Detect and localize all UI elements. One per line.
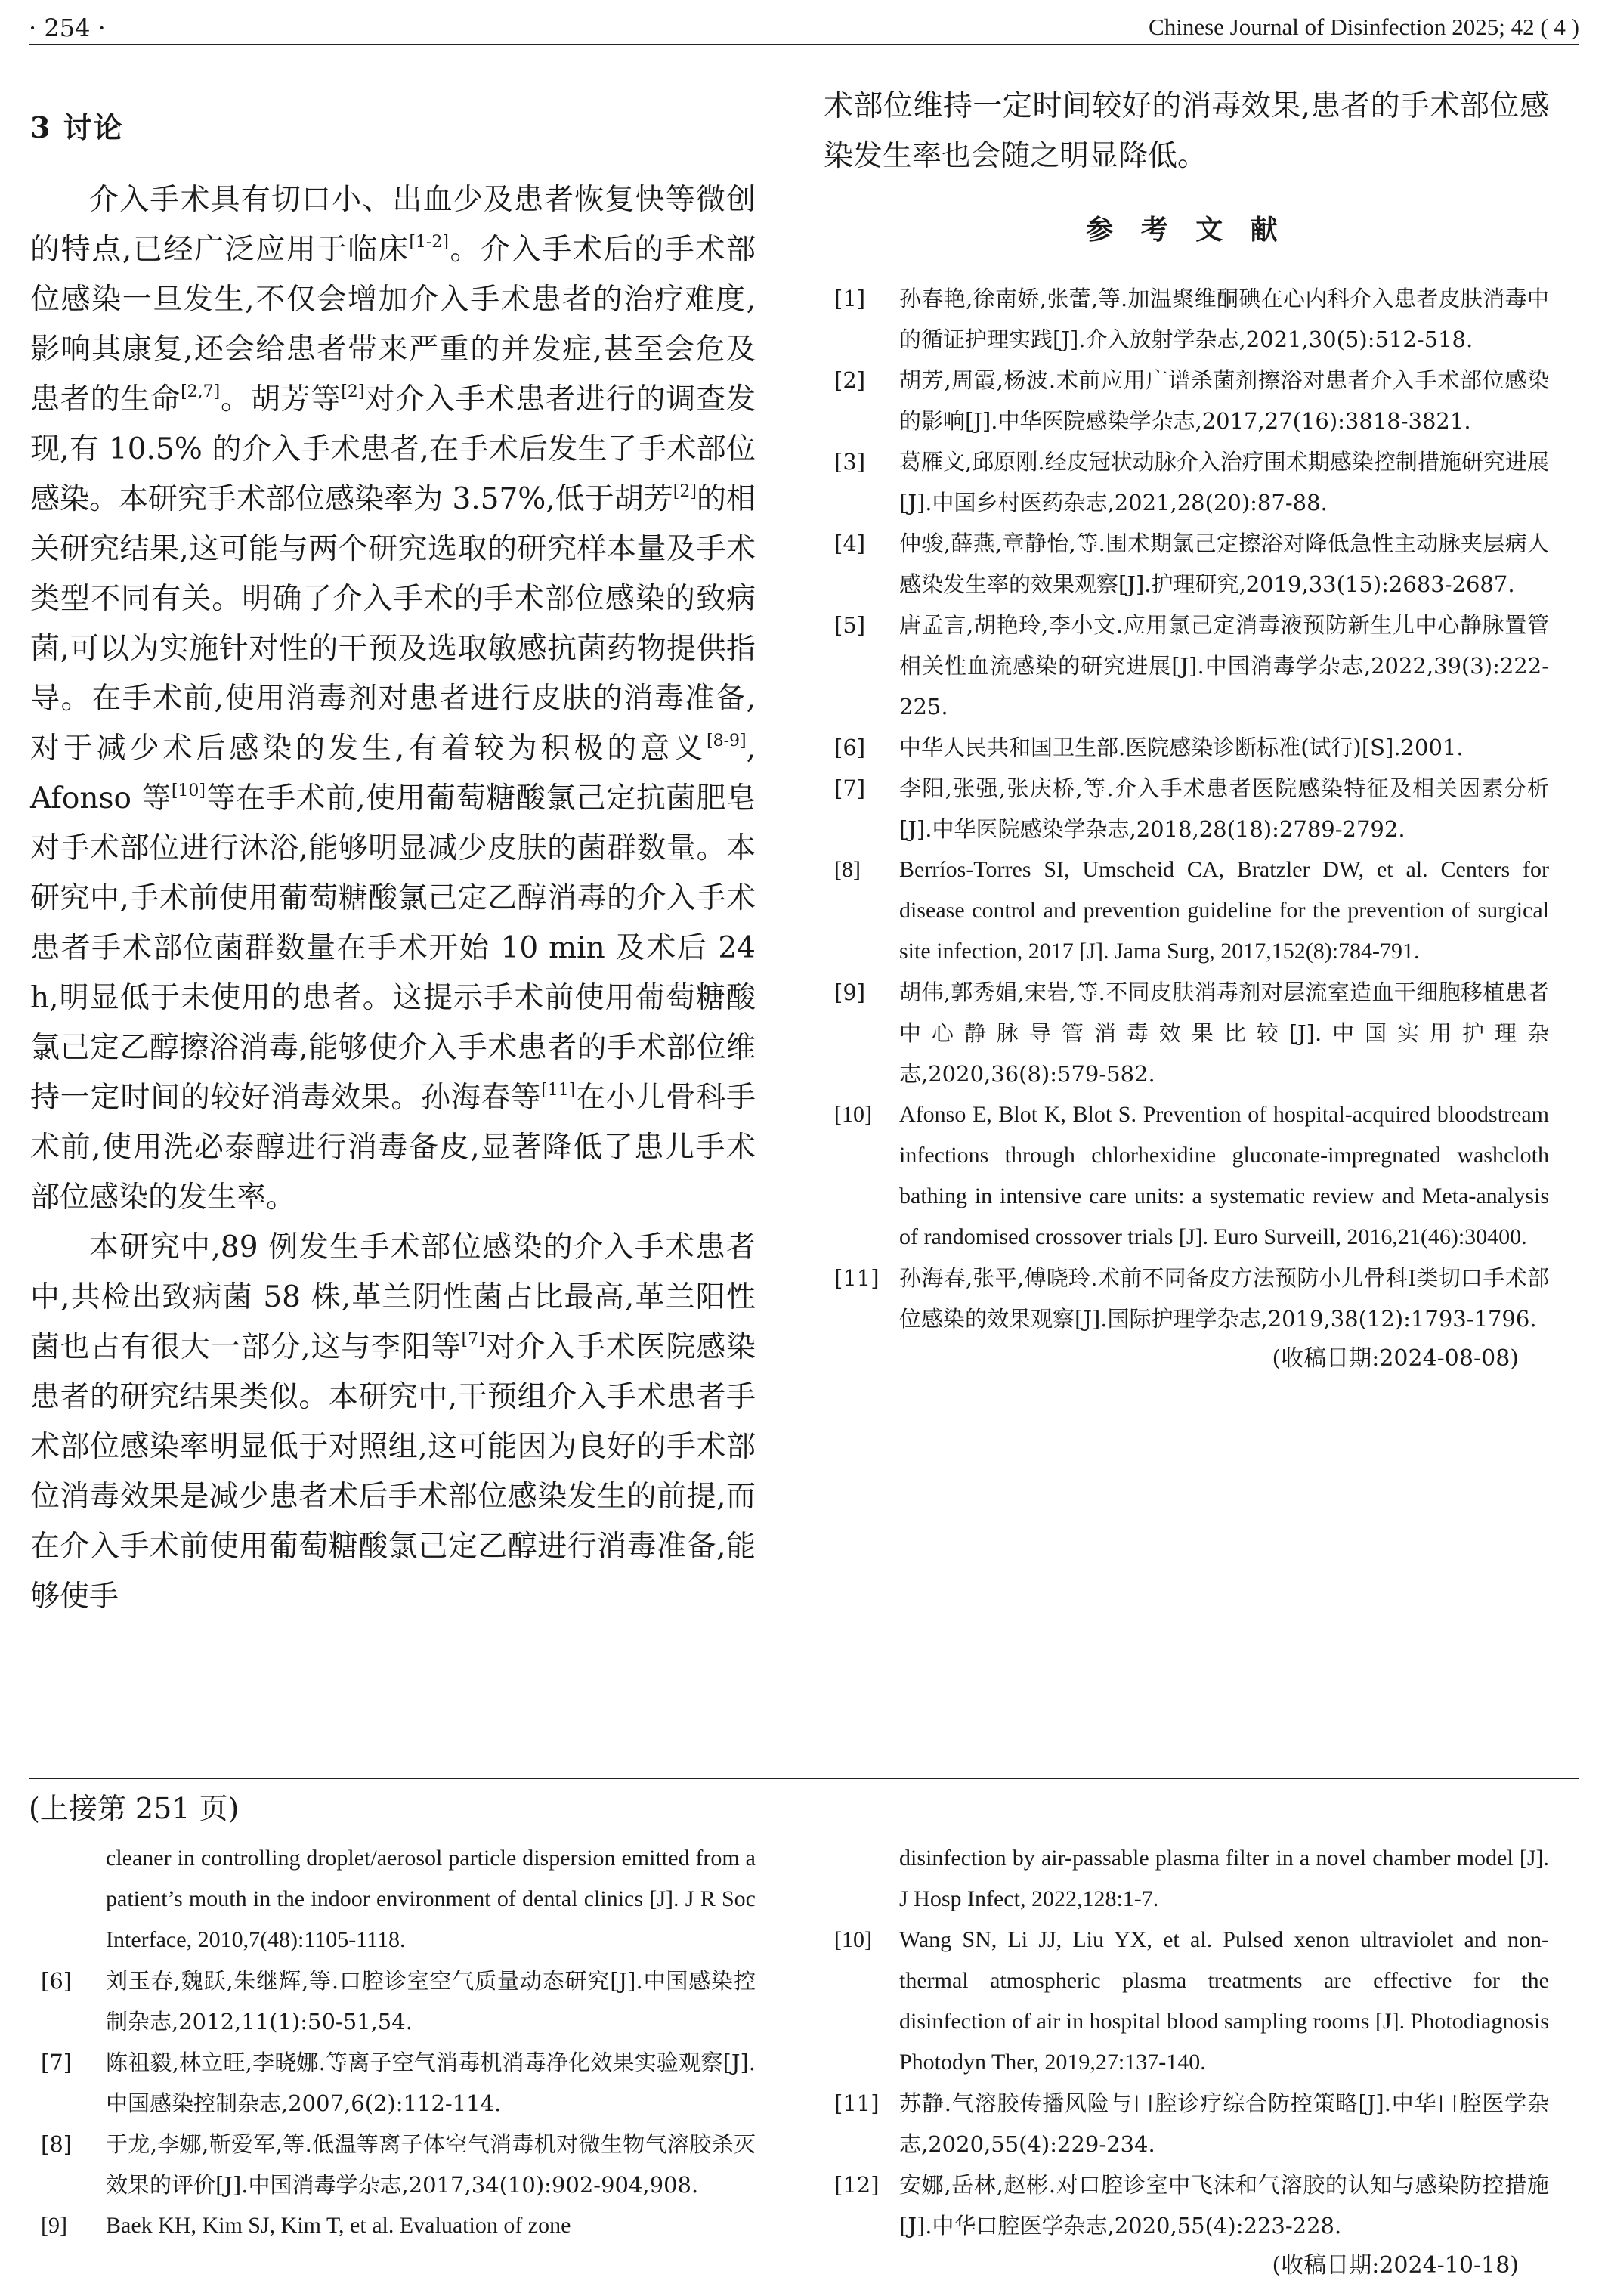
citation-marker: [2,7] <box>181 382 221 401</box>
paragraph-text: 的相关研究结果,这可能与两个研究选取的研究样本量及手术类型不同有关。明确了介入手术的手术部位感染的致病菌,可以为实施针对性的干预及选取敏感抗菌药物提供指导。在手术前,使用消毒剂对患者进行皮肤的消毒准备,对于减少术后感染的发生,有着较为积极的意义 <box>30 482 756 766</box>
reference-item <box>824 360 1549 441</box>
paragraph-text: 介入手术具有切口小、出血少及患者恢复快等微创的特点,已经广泛应用于临床 <box>30 183 756 267</box>
reference-number: [11] <box>834 1265 880 1291</box>
reference-number: [6] <box>834 735 866 760</box>
reference-number: [12] <box>834 2172 880 2198</box>
running-header <box>29 9 1579 45</box>
references-list <box>824 278 1549 1372</box>
reference-text: Wang SN, Li JJ, Liu YX, et al. Pulsed xenon ultraviolet and non-thermal atmospheric plasma treatments are effective for the disinfection of air in hospital blood sampling rooms [J]. Photodiagnosis Photodyn Ther, 2019,27:137-140. <box>899 1927 1549 2075</box>
received-date: (收稿日期:2024-10-18) <box>1272 2252 1519 2279</box>
discussion-continuation: 术部位维持一定时间较好的消毒效果,患者的手术部位感染发生率也会随之明显降低。 <box>824 89 1549 173</box>
citation-marker: [8-9] <box>707 732 747 750</box>
reference-text: Baek KH, Kim SJ, Kim T, et al. Evaluation of zone <box>106 2213 571 2238</box>
left-body <box>30 175 756 1622</box>
reference-item <box>824 605 1549 727</box>
paragraph-text: 本研究中,89 例发生手术部位感染的介入手术患者中,共检出致病菌 58 株,革兰阴性菌占比最高,革兰阳性菌也占有很大一部分,这与李阳等 <box>30 1230 756 1364</box>
reference-number: [9] <box>41 2213 67 2238</box>
reference-text: 唐孟言,胡艳玲,李小文.应用氯己定消毒液预防新生儿中心静脉置管相关性血流感染的研究进展[J].中国消毒学杂志,2022,39(3):222-225. <box>899 612 1549 719</box>
section-heading: 3 讨论 <box>30 110 124 144</box>
reference-item <box>824 727 1549 768</box>
paragraph-text: 在小儿骨科手术前,使用洗必泰醇进行消毒备皮,显著降低了患儿手术部位感染的发生率。 <box>30 1081 756 1215</box>
reference-item <box>824 1258 1549 1339</box>
citation-marker: [7] <box>461 1330 485 1349</box>
reference-number: [4] <box>834 531 866 556</box>
citation-marker: [2] <box>673 482 697 501</box>
left-column <box>30 104 756 146</box>
reference-item <box>824 849 1549 972</box>
references-section <box>824 209 1549 247</box>
discussion-paragraph-1 <box>30 175 756 1223</box>
reference-text: 中华人民共和国卫生部.医院感染诊断标准(试行)[S].2001. <box>899 735 1464 760</box>
reference-item <box>824 972 1549 1094</box>
paragraph-text: 对介入手术患者进行的调查发现,有 10.5% 的介入手术患者,在手术后发生了手术部位感染。本研究手术部位感染率为 3.57%,低于胡芳 <box>30 382 756 516</box>
reference-text: 仲骏,薛燕,章静怡,等.围术期氯己定擦浴对降低急性主动脉夹层病人感染发生率的效果观察[J].护理研究,2019,33(15):2683-2687. <box>899 531 1549 597</box>
reference-text: 安娜,岳林,赵彬.对口腔诊室中飞沫和气溶胶的认知与感染防控措施[J].中华口腔医学杂志,2020,55(4):223-228. <box>899 2172 1549 2239</box>
reference-number: [9] <box>834 979 866 1005</box>
reference-text: Afonso E, Blot K, Blot S. Prevention of hospital-acquired bloodstream infections through chlorhexidine gluconate-impregnated washcloth bathing in intensive care units: a systematic review and Meta-analysis of randomised crossover trials [J]. Euro Surveill, 2016,21(46):30400. <box>899 1102 1549 1249</box>
reference-text: cleaner in controlling droplet/aerosol particle dispersion emitted from a patient’s mouth in the indoor environment of dental clinics [J]. J R Soc Interface, 2010,7(48):1105-1118. <box>106 1846 756 1952</box>
reference-item <box>824 278 1549 360</box>
reference-text: 苏静.气溶胶传播风险与口腔诊疗综合防控策略[J].中华口腔医学杂志,2020,55(4):229-234. <box>899 2090 1549 2157</box>
reference-text: 陈祖毅,林立旺,李晓娜.等离子空气消毒机消毒净化效果实验观察[J].中国感染控制杂志,2007,6(2):112-114. <box>106 2050 756 2116</box>
reference-number: [10] <box>834 1927 872 1952</box>
reference-number: [7] <box>41 2050 73 2075</box>
reference-text: 刘玉春,魏跃,朱继辉,等.口腔诊室空气质量动态研究[J].中国感染控制杂志,2012,11(1):50-51,54. <box>106 1968 756 2035</box>
reference-text: 孙春艳,徐南娇,张蕾,等.加温聚维酮碘在心内科介入患者皮肤消毒中的循证护理实践[J].介入放射学杂志,2021,30(5):512-518. <box>899 286 1549 352</box>
reference-item <box>30 2042 756 2124</box>
reference-item <box>824 768 1549 849</box>
references-heading: 参 考 文 献 <box>1086 214 1287 246</box>
reference-text: disinfection by air-passable plasma filter in a novel chamber model [J]. J Hosp Infect, 2022,128:1-7. <box>899 1846 1549 1911</box>
citation-marker: [1-2] <box>409 233 449 252</box>
reference-text: 孙海春,张平,傅晓玲.术前不同备皮方法预防小儿骨科Ⅰ类切口手术部位感染的效果观察[J].国际护理学杂志,2019,38(12):1793-1796. <box>899 1265 1549 1332</box>
reference-number: [8] <box>41 2131 73 2157</box>
reference-number: [3] <box>834 449 866 475</box>
paragraph-text: 。介入手术后的手术部位感染一旦发生,不仅会增加介入手术患者的治疗难度,影响其康复,还会给患者带来严重的并发症,甚至会危及患者的生命 <box>30 233 756 416</box>
right-column <box>824 82 1549 181</box>
reference-text: 胡芳,周霞,杨波.术前应用广谱杀菌剂擦浴对患者介入手术部位感染的影响[J].中华医院感染学杂志,2017,27(16):3818-3821. <box>899 367 1549 434</box>
paragraph-text: 。胡芳等 <box>220 382 342 416</box>
reference-item <box>824 523 1549 605</box>
reference-number: [7] <box>834 775 866 801</box>
paragraph-text: 等在手术前,使用葡萄糖酸氯己定抗菌肥皂对手术部位进行沐浴,能够明显减少皮肤的菌群数量。本研究中,手术前使用葡萄糖酸氯己定乙醇消毒的介入手术患者手术部位菌群数量在手术开始 10 min 及术后 24 h,明显低于未使用的患者。这提示手术前使用葡萄糖酸氯己定乙醇擦浴消毒,能够使介入手术患者的手术部位维持一定时间的较好消毒效果。孙海春等 <box>30 781 756 1115</box>
reference-item <box>824 2164 1549 2246</box>
continued-from-note: (上接第 251 页) <box>29 1792 240 1825</box>
citation-marker: [11] <box>541 1081 576 1100</box>
reference-number: [5] <box>834 612 866 638</box>
citation-marker: [2] <box>341 382 365 401</box>
reference-number: [1] <box>834 286 866 311</box>
discussion-paragraph-2 <box>30 1223 756 1622</box>
bottom-right-references <box>824 1838 1549 2279</box>
reference-text: Berríos-Torres SI, Umscheid CA, Bratzler DW, et al. Centers for disease control and prevention guideline for the prevention of surgical site infection, 2017 [J]. Jama Surg, 2017,152(8):784-791. <box>899 857 1549 964</box>
reference-item <box>824 1920 1549 2083</box>
paragraph-text: 对介入手术医院感染患者的研究结果类似。本研究中,干预组介入手术患者手术部位感染率明显低于对照组,这可能因为良好的手术部位消毒效果是减少患者术后手术部位感染发生的前提,而在介入手术前使用葡萄糖酸氯己定乙醇进行消毒准备,能够使手 <box>30 1330 756 1614</box>
page-number: · 254 · <box>29 14 106 42</box>
reference-text: 葛雁文,邱原刚.经皮冠状动脉介入治疗围术期感染控制措施研究进展[J].中国乡村医药杂志,2021,28(20):87-88. <box>899 449 1549 515</box>
reference-item <box>30 2205 756 2246</box>
received-date: (收稿日期:2024-08-08) <box>1272 1345 1519 1372</box>
journal-citation: Chinese Journal of Disinfection 2025; 42 ( 4 ) <box>1149 14 1579 40</box>
paragraph-text: , Afonso 等 <box>30 732 756 815</box>
reference-item <box>824 1838 1549 1920</box>
reference-text: 李阳,张强,张庆桥,等.介入手术患者医院感染特征及相关因素分析[J].中华医院感染学杂志,2018,28(18):2789-2792. <box>899 775 1549 842</box>
reference-item <box>30 2124 756 2205</box>
reference-item <box>30 1960 756 2042</box>
reference-text: 胡伟,郭秀娟,宋岩,等.不同皮肤消毒剂对层流室造血干细胞移植患者中心静脉导管消毒效果比较[J].中国实用护理杂志,2020,36(8):579-582. <box>899 979 1549 1087</box>
reference-number: [11] <box>834 2090 880 2116</box>
reference-item <box>824 441 1549 523</box>
section-divider <box>29 1778 1579 1779</box>
reference-item <box>30 1838 756 1960</box>
reference-number: [8] <box>834 857 861 882</box>
reference-item <box>824 1094 1549 1258</box>
reference-number: [2] <box>834 367 866 393</box>
reference-number: [6] <box>41 1968 73 1994</box>
reference-item <box>824 2083 1549 2164</box>
bottom-left-references <box>30 1838 756 2246</box>
citation-marker: [10] <box>171 781 206 800</box>
reference-number: [10] <box>834 1102 872 1127</box>
reference-text: 于龙,李娜,靳爱军,等.低温等离子体空气消毒机对微生物气溶胶杀灭效果的评价[J].中国消毒学杂志,2017,34(10):902-904,908. <box>106 2131 756 2198</box>
